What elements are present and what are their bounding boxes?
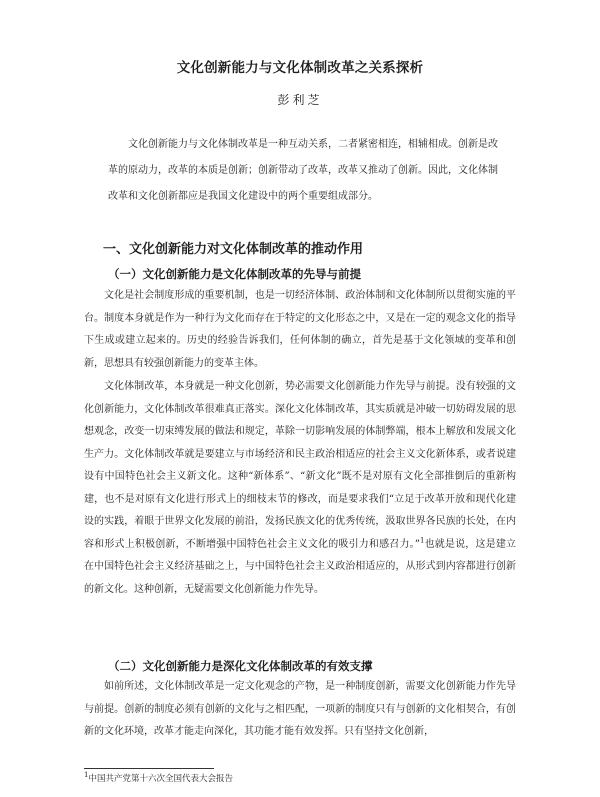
subsection-1-heading: （一）文化创新能力是文化体制改革的先导与前提 [108, 267, 361, 281]
body-text: 也就是说，这是建立在中国特色社会主义经济基础之上，与中国特色社会主义政治相适应的，从形式到内容都进行创新的新文化。这种创新，无疑需要文化创新能力作先导。 [84, 538, 516, 595]
body-text: 文化体制改革，本身就是一种文化创新，势必需要文化创新能力作先导与前提。没有较强的文化创新能力，文化体制改革很难真正落实。深化文化体制改革，其实质就是冲破一切妨碍发展的思想观念，改变一切束缚发展的做法和规定，革除一切影响发展的体制弊端，根本上解放和发展文化生产力。文化体制改革就是要建立与市场经济和民主政治相适应的社会主义文化新体系，或者说建设有中国特色社会主义新文化。这种“新体系”、“新文化”既不是对原有文化全部推倒后的重新构建，也不是对原有文化进行形式上的细枝末节的修改，而是要求我们“立足于改革开放和现代化建设的实践，着眼于世界文化发展的前沿，发扬民族文化的优秀传统，汲取世界各民族的长处，在内容和形式上积极创新，不断增强中国特色社会主义文化的吸引力和感召力。” [84, 381, 516, 550]
body-paragraph: 如前所述，文化体制改革是一定文化观念的产物，是一种制度创新，需要文化创新能力作先导与前提。创新的制度必须有创新的文化与之相匹配，一项新的制度只有与创新的文化相契合，有创新的文化环境，改革才能走向深化，其功能才能有效发挥。只有坚持文化创新， [84, 681, 516, 737]
subsection-2-heading: （二）文化创新能力是深化文化体制改革的有效支撑 [108, 659, 373, 673]
footnote-text: 中国共产党第十六次全国代表大会报告 [88, 774, 233, 784]
paper-title: 文化创新能力与文化体制改革之关系探析 [176, 60, 424, 76]
footnote [84, 772, 233, 784]
footnote-marker: 1 [419, 536, 425, 545]
body-paragraph: 文化是社会制度形成的重要机制，也是一切经济体制、政治体制和文化体制所以贯彻实施的平台。制度本身就是作为一种行为文化而存在于特定的文化形态之中，又是在一定的观念文化的指导下生成或建立起来的。历史的经验告诉我们，任何体制的确立，首先是基于文化领域的变革和创新，思想具有较强创新能力的变革主体。 [84, 290, 516, 369]
abstract-paragraph: 文化创新能力与文化体制改革是一种互动关系，二者紧密相连，相辅相成。创新是改革的原动力，改革的本质是创新；创新带动了改革，改革又推动了创新。因此，文化体制改革和文化创新都应是我国文化建设中的两个重要组成部分。 [108, 139, 498, 202]
section-1-heading: 一、文化创新能力对文化体制改革的推动作用 [103, 242, 364, 257]
author-name: 彭利芝 [277, 93, 323, 107]
footnote-number: 1 [84, 771, 89, 780]
footnote-divider [84, 768, 214, 769]
body-paragraph [84, 376, 516, 601]
